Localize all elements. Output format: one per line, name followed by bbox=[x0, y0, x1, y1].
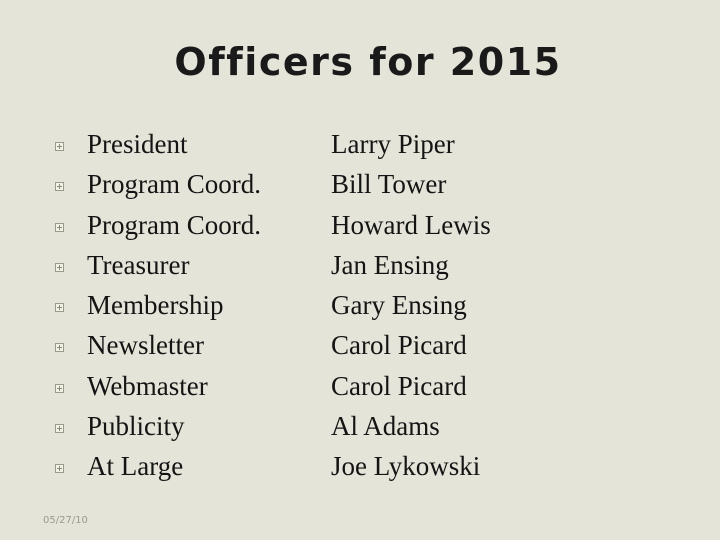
plus-box-bullet-icon bbox=[55, 303, 64, 312]
officer-name: Carol Picard bbox=[331, 370, 467, 401]
officer-name: Bill Tower bbox=[331, 169, 447, 200]
officer-name: Howard Lewis bbox=[331, 209, 491, 240]
list-item bbox=[0, 248, 720, 288]
list-item bbox=[0, 409, 720, 449]
plus-box-bullet-icon bbox=[55, 424, 64, 433]
plus-box-bullet-icon bbox=[55, 182, 64, 191]
officer-role: Webmaster bbox=[87, 370, 208, 401]
list-item bbox=[0, 167, 720, 207]
list-item bbox=[0, 328, 720, 368]
officer-role: Membership bbox=[87, 290, 224, 321]
officer-role: At Large bbox=[87, 451, 184, 482]
plus-box-bullet-icon bbox=[55, 384, 64, 393]
plus-box-bullet-icon bbox=[55, 142, 64, 151]
slide-title: Officers for 2015 bbox=[174, 40, 562, 84]
officer-name: Carol Picard bbox=[331, 330, 467, 361]
officer-role: Publicity bbox=[87, 411, 185, 442]
list-item bbox=[0, 449, 720, 489]
officers-list bbox=[0, 127, 720, 490]
officer-name: Gary Ensing bbox=[331, 290, 467, 321]
officer-name: Jan Ensing bbox=[331, 249, 449, 280]
officer-role: Treasurer bbox=[87, 249, 190, 280]
officer-role: President bbox=[87, 129, 188, 159]
officer-name: Al Adams bbox=[331, 411, 440, 442]
officer-name: Joe Lykowski bbox=[331, 451, 481, 482]
list-item bbox=[0, 208, 720, 248]
list-item bbox=[0, 288, 720, 328]
plus-box-bullet-icon bbox=[55, 464, 64, 473]
plus-box-bullet-icon bbox=[55, 343, 64, 352]
list-item bbox=[0, 369, 720, 409]
officer-role: Program Coord. bbox=[87, 209, 261, 240]
list-item bbox=[0, 127, 720, 167]
plus-box-bullet-icon bbox=[55, 263, 64, 272]
officer-name: Larry Piper bbox=[331, 129, 455, 159]
officer-role: Newsletter bbox=[87, 330, 204, 361]
footer-date: 05/27/10 bbox=[43, 515, 88, 526]
plus-box-bullet-icon bbox=[55, 223, 64, 232]
officer-role: Program Coord. bbox=[87, 169, 261, 200]
